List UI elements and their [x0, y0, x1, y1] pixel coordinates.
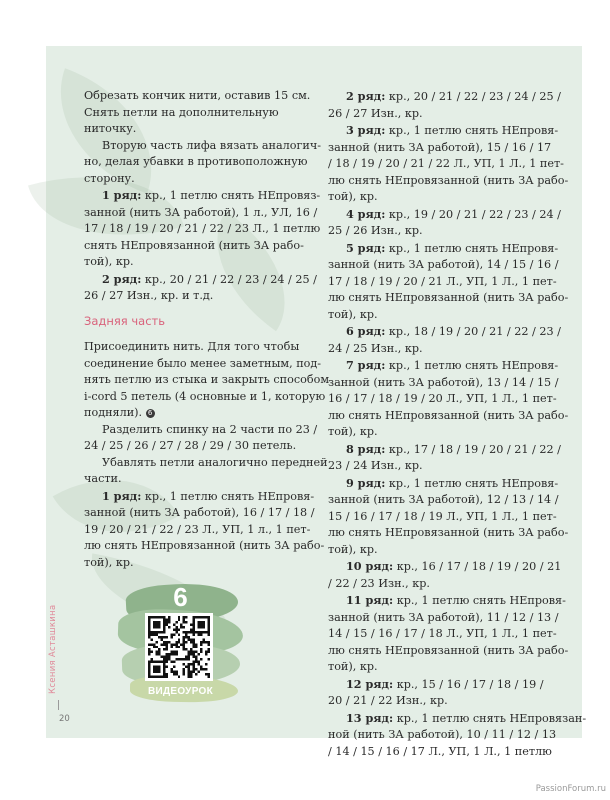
row-instruction	[328, 122, 569, 206]
side-rule-divider	[58, 700, 59, 710]
text-line: Разделить спинку на 2 части по 23 /	[102, 422, 318, 436]
text-line: лю снять НЕпровязанной (нить ЗА рабо-	[328, 291, 569, 304]
video-lesson-qr-block	[118, 580, 243, 705]
text-line: занной (нить ЗА работой), 14 / 15 / 16 /	[328, 258, 559, 271]
row-instruction	[328, 475, 569, 559]
text-line: 17 / 18 / 19 / 20 / 21 / 22 / 23 Л., 1 петлю	[84, 222, 321, 235]
text-line: той), кр.	[84, 255, 134, 268]
row-label: 1 ряд:	[102, 488, 142, 503]
text-line	[328, 710, 587, 728]
row-label: 4 ряд:	[346, 206, 386, 221]
text-line: занной (нить ЗА работой), 16 / 17 / 18 /	[84, 506, 315, 519]
text-line: той), кр.	[84, 555, 134, 569]
text-line	[328, 206, 561, 224]
row-label: 11 ряд:	[346, 593, 394, 607]
row-text: кр., 20 / 21 / 22 / 23 / 24 / 25 /	[141, 272, 317, 286]
text-line	[84, 271, 317, 289]
text-line: той), кр.	[328, 660, 378, 673]
row-text: кр., 1 петлю снять НЕпровя-	[385, 359, 559, 372]
text-line	[328, 558, 562, 576]
row-instruction	[328, 88, 561, 122]
row-text: кр., 1 петлю снять НЕпровя-	[385, 124, 559, 137]
text-line: лю снять НЕпровязанной (нить ЗА рабо-	[328, 643, 569, 657]
text-line: Снять петли на дополнительную	[84, 105, 279, 119]
video-note-marker: 6	[146, 409, 155, 418]
row-text: кр., 20 / 21 / 22 / 23 / 24 / 25 /	[385, 90, 561, 103]
video-number: 6	[173, 582, 188, 612]
text-line: соединение было менее заметным, под-	[84, 356, 322, 370]
text-line: 23 / 24 Изн., кр.	[328, 459, 423, 472]
row-instruction	[328, 592, 569, 676]
text-line: Присоединить нить. Для того чтобы	[84, 340, 300, 353]
text-line: / 14 / 15 / 16 / 17 Л., УП, 1 Л., 1 петлю	[328, 744, 552, 758]
row-text: кр., 18 / 19 / 20 / 21 / 22 / 23 /	[385, 325, 561, 338]
text-line	[328, 323, 561, 341]
text-line: лю снять НЕпровязанной (нить ЗА рабо-	[328, 526, 569, 539]
text-line: занной (нить ЗА работой), 1 л., УЛ, 16 /	[84, 205, 318, 219]
text-line: Обрезать кончик нити, оставив 15 см.	[84, 89, 311, 102]
text-line: снять НЕпровязанной (нить ЗА рабо-	[84, 238, 304, 252]
text-line: лю снять НЕпровязанной (нить ЗА рабо-	[328, 408, 569, 422]
text-line: лю снять НЕпровязанной (нить ЗА рабо-	[84, 539, 325, 552]
paragraph-split-back	[84, 422, 318, 455]
text-line: сторону.	[84, 171, 135, 185]
paragraph-second-part	[84, 138, 321, 188]
row-text: кр., 16 / 17 / 18 / 19 / 20 / 21	[393, 560, 562, 573]
text-line: 25 / 26 Изн., кр.	[328, 224, 423, 237]
text-line: той), кр.	[328, 425, 378, 438]
text-line: 17 / 18 / 19 / 20 / 21 Л., УП, 1 Л., 1 пет-	[328, 274, 557, 288]
row-label: 5 ряд:	[346, 240, 386, 255]
text-line	[328, 676, 552, 694]
row-label: 9 ряд:	[346, 475, 386, 490]
row-instruction	[84, 271, 317, 305]
text-line: 26 / 27 Изн., кр. и т.д.	[84, 289, 214, 302]
row-label: 1 ряд:	[102, 188, 142, 202]
left-text-column	[84, 88, 330, 571]
text-line: / 22 / 23 Изн., кр.	[328, 576, 430, 590]
text-line: 16 / 17 / 18 / 19 / 20 Л., УП, 1 Л., 1 пет-	[328, 392, 557, 405]
row-instruction	[328, 206, 561, 240]
text-line	[328, 88, 561, 106]
row-instruction	[328, 676, 552, 710]
row-instruction	[328, 357, 569, 441]
paragraph-cut-thread	[84, 88, 311, 138]
text-line	[84, 187, 321, 205]
text-line: той), кр.	[328, 307, 378, 321]
text-line: Убавлять петли аналогично передней	[102, 455, 328, 469]
text-line: 20 / 21 / 22 Изн., кр.	[328, 694, 448, 707]
text-line: той), кр.	[328, 542, 378, 556]
text-line: 24 / 25 / 26 / 27 / 28 / 29 / 30 петель.	[84, 439, 297, 452]
page-number: 20	[59, 714, 70, 724]
row-text: кр., 1 петлю снять НЕпровя-	[385, 476, 559, 490]
text-line	[328, 240, 559, 258]
text-line: ниточку.	[84, 122, 137, 135]
row-label: 12 ряд:	[346, 676, 394, 691]
text-line: ной (нить ЗА работой), 10 / 11 / 12 / 13	[328, 728, 557, 741]
text-line: занной (нить ЗА работой), 15 / 16 / 17	[328, 140, 552, 154]
text-line: лю снять НЕпровязанной (нить ЗА рабо-	[328, 173, 569, 187]
text-line: занной (нить ЗА работой), 12 / 13 / 14 /	[328, 493, 559, 506]
text-line: той), кр.	[328, 190, 378, 203]
text-line: / 18 / 19 / 20 / 21 / 22 Л., УП, 1 Л., 1 пет-	[328, 157, 564, 170]
qr-code-graphic	[148, 616, 210, 678]
row-instruction	[328, 441, 561, 475]
text-line: 26 / 27 Изн., кр.	[328, 106, 423, 120]
text-line: 24 / 25 Изн., кр.	[328, 341, 423, 355]
row-instruction	[328, 240, 569, 324]
text-line	[328, 357, 559, 375]
text-line: нять петлю из стыка и закрыть способом	[84, 373, 330, 386]
row-text: кр., 1 петлю снять НЕпровязан-	[393, 711, 587, 725]
qr-code-image[interactable]	[145, 613, 213, 681]
row-text: кр., 15 / 16 / 17 / 18 / 19 /	[393, 677, 544, 691]
row-label: 2 ряд:	[102, 271, 142, 286]
row-instruction	[328, 323, 561, 357]
text-line: Вторую часть лифа вязать аналогич-	[102, 138, 321, 152]
row-label: 10 ряд:	[346, 559, 394, 573]
author-name: Ксения Асташкина	[48, 604, 58, 694]
text-line: 19 / 20 / 21 / 22 / 23 Л., УП, 1 л., 1 пет-	[84, 522, 311, 536]
text-line: занной (нить ЗА работой), 13 / 14 / 15 /	[328, 375, 559, 389]
text-line: 14 / 15 / 16 / 17 / 18 Л., УП, 1 Л., 1 пет-	[328, 627, 557, 640]
text-line	[328, 441, 561, 459]
row-text: кр., 17 / 18 / 19 / 20 / 21 / 22 /	[385, 442, 561, 456]
row-label: 7 ряд:	[346, 358, 386, 372]
paragraph-decrease	[84, 455, 328, 488]
text-line: части.	[84, 472, 122, 485]
right-text-column	[328, 88, 587, 760]
text-line: i-cord 5 петель (4 основные и 1, которую	[84, 389, 326, 403]
row-text: подняли).	[84, 406, 143, 419]
row-label: 3 ряд:	[346, 123, 386, 137]
row-text: кр., 1 петлю снять НЕпровя-	[141, 489, 315, 503]
paragraph-attach-thread	[84, 339, 330, 422]
row-instruction	[328, 558, 562, 592]
row-label: 2 ряд:	[346, 89, 386, 103]
row-instruction	[84, 488, 325, 572]
text-line	[328, 122, 559, 140]
watermark: PassionForum.ru	[535, 784, 606, 794]
row-text: кр., 19 / 20 / 21 / 22 / 23 / 24 /	[385, 207, 561, 221]
text-line: занной (нить ЗА работой), 11 / 12 / 13 /	[328, 610, 559, 624]
text-line	[328, 475, 559, 493]
video-lesson-label: ВИДЕОУРОК	[147, 686, 214, 697]
row-text: кр., 1 петлю снять НЕпровяз-	[141, 189, 321, 202]
row-text: кр., 1 петлю снять НЕпровя-	[385, 241, 559, 255]
text-line	[84, 488, 315, 506]
row-text: кр., 1 петлю снять НЕпровя-	[393, 594, 566, 607]
row-instruction	[84, 187, 321, 271]
row-label: 8 ряд:	[346, 441, 386, 456]
row-instruction	[328, 710, 587, 761]
row-label: 6 ряд:	[346, 324, 386, 338]
section-heading: Задняя часть	[84, 313, 166, 328]
text-line: но, делая убавки в противоположную	[84, 155, 308, 168]
text-line: 15 / 16 / 17 / 18 / 19 Л., УП, 1 Л., 1 пет-	[328, 509, 557, 523]
text-line	[328, 592, 566, 610]
text-line	[84, 405, 302, 422]
row-label: 13 ряд:	[346, 710, 394, 725]
